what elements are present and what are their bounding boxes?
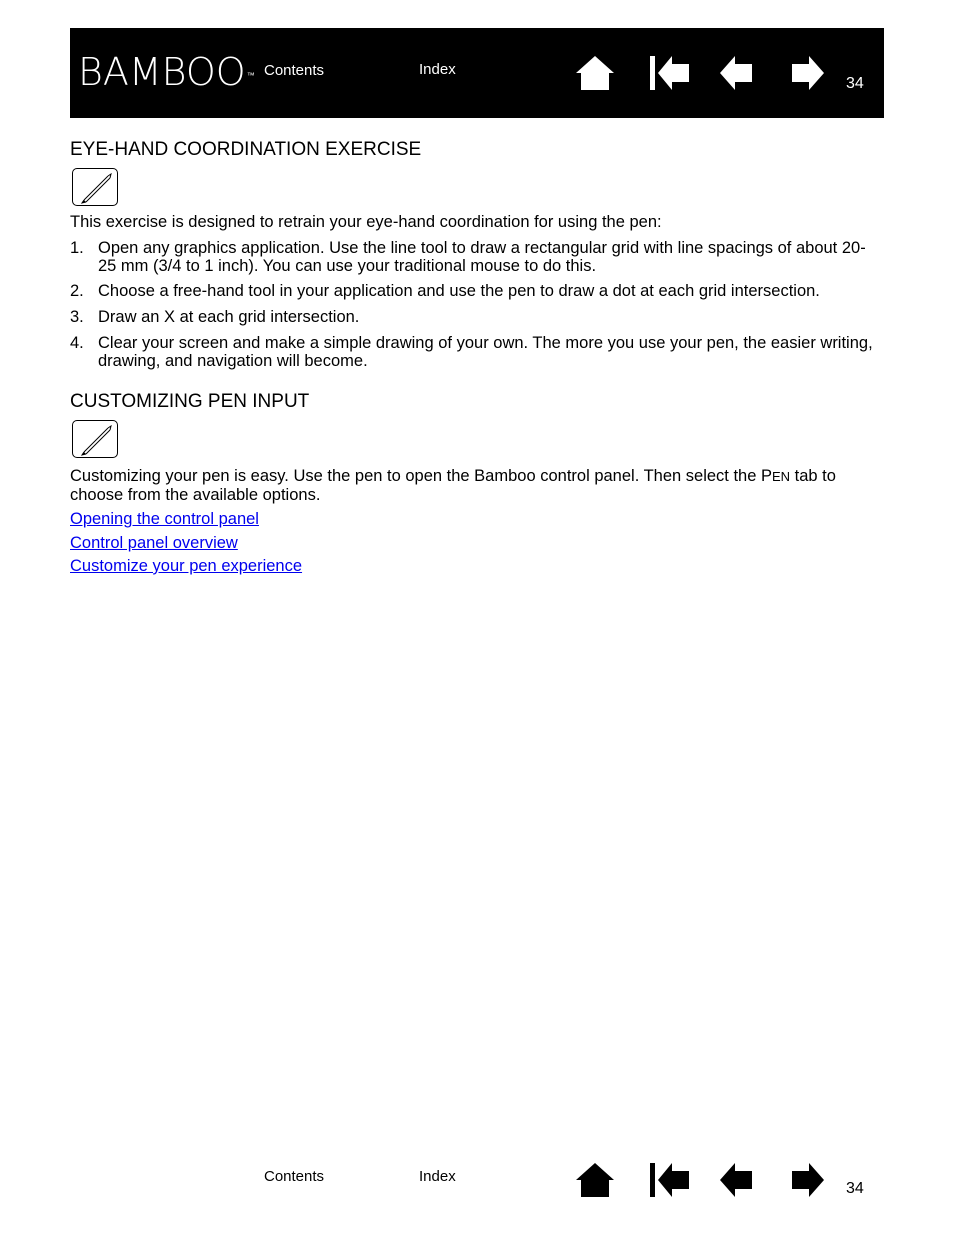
index-link[interactable]: Index xyxy=(419,1168,456,1185)
first-page-icon[interactable] xyxy=(649,53,689,93)
pen-icon xyxy=(72,168,118,206)
first-page-icon[interactable] xyxy=(649,1160,689,1200)
pen-icon xyxy=(72,420,118,458)
header-bar xyxy=(70,28,884,118)
contents-link[interactable]: Contents xyxy=(264,62,325,79)
previous-page-icon[interactable] xyxy=(718,53,758,93)
bamboo-logo: BAMBOO™ xyxy=(78,50,255,94)
contents-link[interactable]: Contents xyxy=(264,1168,325,1185)
section-heading-eye-hand: EYE-HAND COORDINATION EXERCISE xyxy=(70,139,422,160)
link-opening-control-panel[interactable]: Opening the control panel xyxy=(70,510,259,528)
page-number: 34 xyxy=(846,1180,864,1197)
exercise-intro: This exercise is designed to retrain your eye-hand coordination for using the pen: xyxy=(70,213,662,231)
section-heading-customizing-pen: CUSTOMIZING PEN INPUT xyxy=(70,391,310,412)
next-page-icon[interactable] xyxy=(786,53,826,93)
home-icon[interactable] xyxy=(575,1160,615,1200)
customizing-body: Customizing your pen is easy. Use the pen to open the Bamboo control panel. Then select the PEN tab to choose from the available options. xyxy=(70,467,836,504)
home-icon[interactable] xyxy=(575,53,615,93)
index-link[interactable]: Index xyxy=(419,61,456,78)
link-customize-pen-experience[interactable]: Customize your pen experience xyxy=(70,557,303,575)
link-control-panel-overview[interactable]: Control panel overview xyxy=(70,534,238,552)
footer-bar xyxy=(70,1135,884,1225)
previous-page-icon[interactable] xyxy=(718,1160,758,1200)
page-number: 34 xyxy=(846,75,864,92)
next-page-icon[interactable] xyxy=(786,1160,826,1200)
